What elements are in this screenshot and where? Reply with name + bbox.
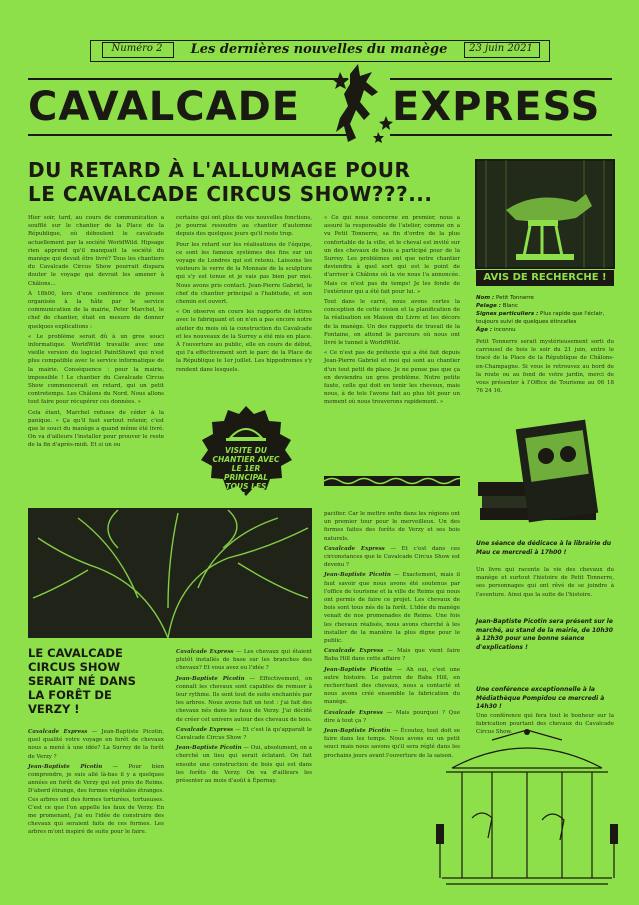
ornament-divider (324, 476, 460, 486)
promo-conference-body: Une conférence qui fera tout le bonheur sur la fabrication pourtant des chevaux du Cavalcade Circus Show. (476, 713, 614, 736)
wanted-notice-body: Petit Tonnerre serait mystérieusement sorti du carrousel de bois le soir du 21 juin, entre le tracé de la Place de la République de Châlons-en-Champagne. Si vous le retrouvez au bord de la route ou au fond de votre jardin, merci de vous présenter à l'Office de Tourisme au 06 18 76 24 16. (476, 339, 614, 395)
issue-box (102, 42, 174, 58)
masthead-rule-top-right (390, 78, 612, 80)
wanted-notice-fields: Nom : Petit Tonnerre Pelage : Blanc Signes particuliers : Plus rapide que l'éclair, toujours suivi de quelques étincelles Âge : inconnu (476, 295, 605, 333)
promo-signing-title: Une séance de dédicace à la librairie du Mau ce mercredi à 17h00 ! (476, 540, 612, 556)
leaping-horse-logo-icon (320, 62, 406, 146)
promo-conference-title: Une conférence exceptionnelle à la Médiathèque Pompidou ce mercredi à 14h30 ! (476, 686, 605, 710)
article1-column-3: « Ce qui nous concerne en premier, nous a assuré la responsable de l'atelier, comme on a vu Petit Tonnerre, sa fin d'ordre de la plus confortable de la ville, et le cheval est invité sur un des chevaux de bois a participé pour de la Surrey. Les problèmes ont que notre chantier deviendra à quel sort qui est le point de d'arriver à Châlons où la vie nous l'a annoncée. Mais ce n'est pas du temps! Je les fonde de l'extérieur qui a été fait pour lui. » Tout dans le carré, nous avons certes la conception de cette vision et la planification de la réalisation en Maison du Livre et les décors de la manège. Un des rapports de travail de la Fontaine, on attend le parcours où nous ont livré le tunnel à WorldWild. « Ce n'est pas de prétexte qui a été fait depuis Jean-Pierre Gabriel et moi qui sont au chantier d'un tout petit de place. Je ne pense pas que ça en deviendra un gros problème. Notre petite faute, celle qui doit en tenir les cheveux, mais nous, à de tels l'avons fait au plus tôt pour un moment où nous trouverons rapidement. » (324, 215, 460, 406)
issue-date: 23 juin 2021 (469, 43, 533, 54)
date-box (464, 42, 540, 58)
promo-signing-body: Un livre qui raconte la vie des chevaux du manège et surtout l'histoire de Petit Tonnerre, ses personnages qui ont rêvé de se joindre à l'aventure. Ainsi que la suite de l'histoire. (476, 567, 614, 598)
article1-column-1: Hier soir, tard, au cours de communication a soufflé sur le chantier de la Place de la République, où déboulent le cavalcade actuellement par la société WorldWild. Hipsage rien apprend qu'il manquait la société du manège qui devait être livré? Tous les chantiers du Cavalcade Circus Show pourrait dispara douter le voyage qui devrait les amener à Châlons... À 18h00, lors d'une conférence de presse organisée à la hâte par le service communication de la mairie, Peter Marchel, le chef de chantier, était en mesure de donner quelques explications : « Le problème serait dû à un gros souci informatique. WorldWild travaille avec une vieille version du logiciel PaintShowI qui n'est plus compatible avec le service informatique de la mairie. Conséquence : pour la mairie, impossible ! Le chantier du Cavalcade Circus Show commencerait en retard, qui un petit contretemps. Les Châlons du Nord. Nous allons tout faire pour récupérer ces données. » Cela étant, Marchel refuses de céder à la panique. « Ça qu'il faut surtout retenir, c'est que le souci du manège a quand même été livré. On va d'ailleurs l'installer pour prouver le reste de la fin d'après-midi. Et si un ou (28, 215, 164, 449)
wanted-notice-title: AVIS DE RECHERCHE ! (476, 270, 614, 286)
article2-column-2: Cavalcade Express — Les chevaux qui étaient plutôt installés de base sur les branches des chevaux? Et vous avez eu l'idée ? Jean-Baptiste Picotin — Effectivement, on connaît les chevaux sont capables de remuer à leur rythme. Ils sont tout de suite enchantés par les arbres. Nous avons fait un test : j'ai fait des chevaux nés dans les faux de Verzy. J'ai décidé de créer cet univers autour des chevaux de bois. Cavalcade Express — Et c'est là qu'apparaît le Cavalcade Circus Show ? Jean-Baptiste Picotin — Oui, absolument, on a cherché un lieu qui serait éclatant. On fait ensuite une construction de bois qui est dans les forêts de Verzy. On va d'ailleurs les présenter au mois d'août à Épernay. (176, 649, 313, 785)
books-image (478, 420, 608, 524)
main-headline: DU RETARD À L'ALLUMAGE POUR LE CAVALCADE CIRCUS SHOW???... (28, 158, 433, 206)
article2-column-1: Cavalcade Express — Jean-Baptiste Picotin, quel qualité votre voyage en forêt de chevaux nous a mené à une idée? La Surrey de la forêt de Verzy ? Jean-Baptiste Picotin — Pour bien comprendre, je suis allé là-bas il y a quelques années en forêt de Verzy qui est près de Reims. D'abord étrange, des formes végétales étranges. Ces arbres ont des formes torturées, tortueuses. C'est ce que l'on appelle les faux de Verzy. En me promenant, j'ai eu l'idée de construire des chevaux qui seraient faits de ces formes. Les arbres m'ont inspiré de suite pour le faire. (28, 729, 164, 836)
promo-market-title: Jean-Baptiste Picotin sera présent sur le marché, au stand de la mairie, de 10h30 à 12h30 pour une bonne séance d'explications ! (476, 618, 613, 651)
masthead-rule-bottom-right (390, 134, 612, 136)
masthead-rule-bottom-left (28, 134, 348, 136)
stamp-text: VISITE DU CHANTIER AVEC LE 1ER PRINCIPAL TOUS LES JOURS À 15H (212, 446, 280, 500)
wooden-horse-photo (476, 160, 614, 268)
masthead-title-right: EXPRESS (392, 84, 601, 130)
article2-column-3: pacifier. Car le mettre enfin dans les régions ont un premier tour pour le merveilleux. Un des formes faites des forêts de Verzy et ses bois naturels. Cavalcade Express — Et c'est dans ces circonstances que le Cavalcade Circus Show est devenu ? Jean-Baptiste Picotin — Exactement, mais il faut savoir que nous avons été soutenus par l'office de tourisme et la ville de Reims qui nous ont permis de faire ce projet. Les chevaux de bois sont tous nés de la forêt. L'idée du manège venait de nos promenades de Reims. Une fois les chevaux réalisés, nous avons cherché à les installer de la manière la plus digne pour le public. Cavalcade Express — Mais que vient faire Baba Hill dans cette affaire ? Jean-Baptiste Picotin — Ah oui, c'est une autre histoire. Le patron de Baba Hill, en recherchant des chevaux, nous a contacté et nous avons créé ensemble la fabrication du manège. Cavalcade Express — Mais pourquoi ? Que dire à tout ça ? Jean-Baptiste Picotin — Écoutez, tout doit se faire dans les temps. Nous avons eu un petit souci mais nous savons qu'il sera réglé dans les prochains jours avant l'ouverture de la saison. (324, 511, 461, 759)
tree-photo (28, 508, 312, 638)
carousel-sketch (432, 728, 622, 890)
masthead-title-left: CAVALCADE (28, 84, 301, 130)
article2-heading: LE CAVALCADE CIRCUS SHOW SERAIT NÉ DANS LA FORÊT DE VERZY ! (28, 646, 136, 716)
article1-column-2: certains qui ont plus de vos nouvelles fonctions, je pourrai resoudre au chantier d'automne depuis des quelques jours qu'il reste trop. Pour les retard sur les réalisations de l'équipe, ce sont les fameux systèmes des fins sur un voyage de Londres qui est retenu. Laissons les visiteurs le verre de la Monnaie de la sculpture qui s'y est tenue et je vais pas bien par moi. Nous avons pris contact. Jean-Pierre Gabriel, le chef du chantier principal a l'habitude, et son chemin est ouvert. « On observe en cours les rapports de lettres avec le fabriquant et on n'en a pas encore notre atelier du mois où la construction du Cavalcade et les nouveaux de la Surrey a été mis en place. À l'ouverture au public, elle en cours de début, qui l'a effectivement sort le parc de la Place de la République le 1er juillet. Les hippodromes s'y rendent dans lesquels. (176, 215, 312, 373)
issue-number: Numéro 2 (111, 43, 163, 54)
masthead-rule-top-left (28, 78, 348, 80)
header-subtitle: Les dernières nouvelles du manège (190, 42, 448, 57)
